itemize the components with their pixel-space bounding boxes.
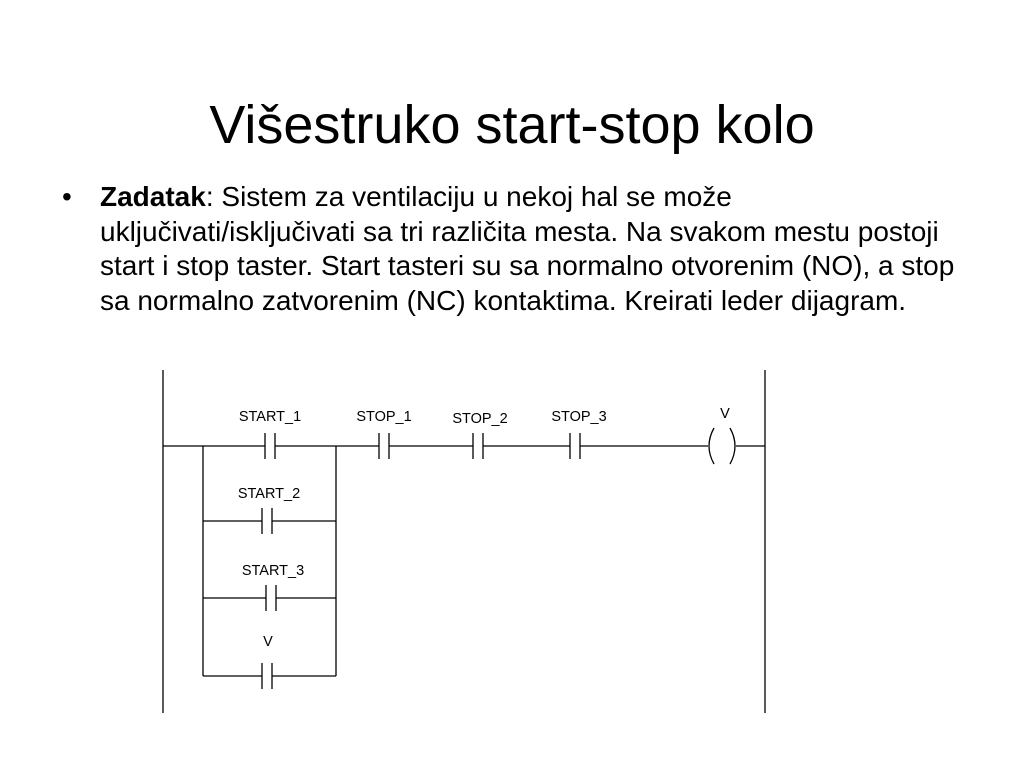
contact-label-stop-2: STOP_2 [452,411,508,427]
contact-start-1 [265,433,275,459]
task-label: Zadatak [100,181,206,212]
task-description: : Sistem za ventilaciju u nekoj hal se može uključivati/isključivati sa tri različita mesta. Na svakom mestu postoji start i stop taster. Start tasteri su sa normalno otvorenim (NO), a stop sa normalno zatvorenim (NC) kontaktima. Kreirati leder dijagram. [100,181,955,316]
contact-stop-1 [379,433,389,459]
bullet-dot: • [62,181,72,212]
contact-label-stop-3: STOP_3 [551,409,607,425]
contact-stop-3 [570,433,580,459]
contact-label-stop-1: STOP_1 [356,409,412,425]
contact-label-start-3: START_3 [241,563,305,579]
output-coil-v [709,428,735,464]
slide-title: Višestruko start-stop kolo [209,95,815,156]
contact-seal-in-v [262,663,272,689]
contact-stop-2 [473,433,483,459]
contact-start-2 [262,508,272,534]
contact-start-3 [266,585,276,611]
contact-label-start-2: START_2 [237,486,301,502]
contact-label-seal-in-v: V [263,634,273,650]
contact-label-start-1: START_1 [238,409,302,425]
coil-label-v: V [720,406,730,422]
